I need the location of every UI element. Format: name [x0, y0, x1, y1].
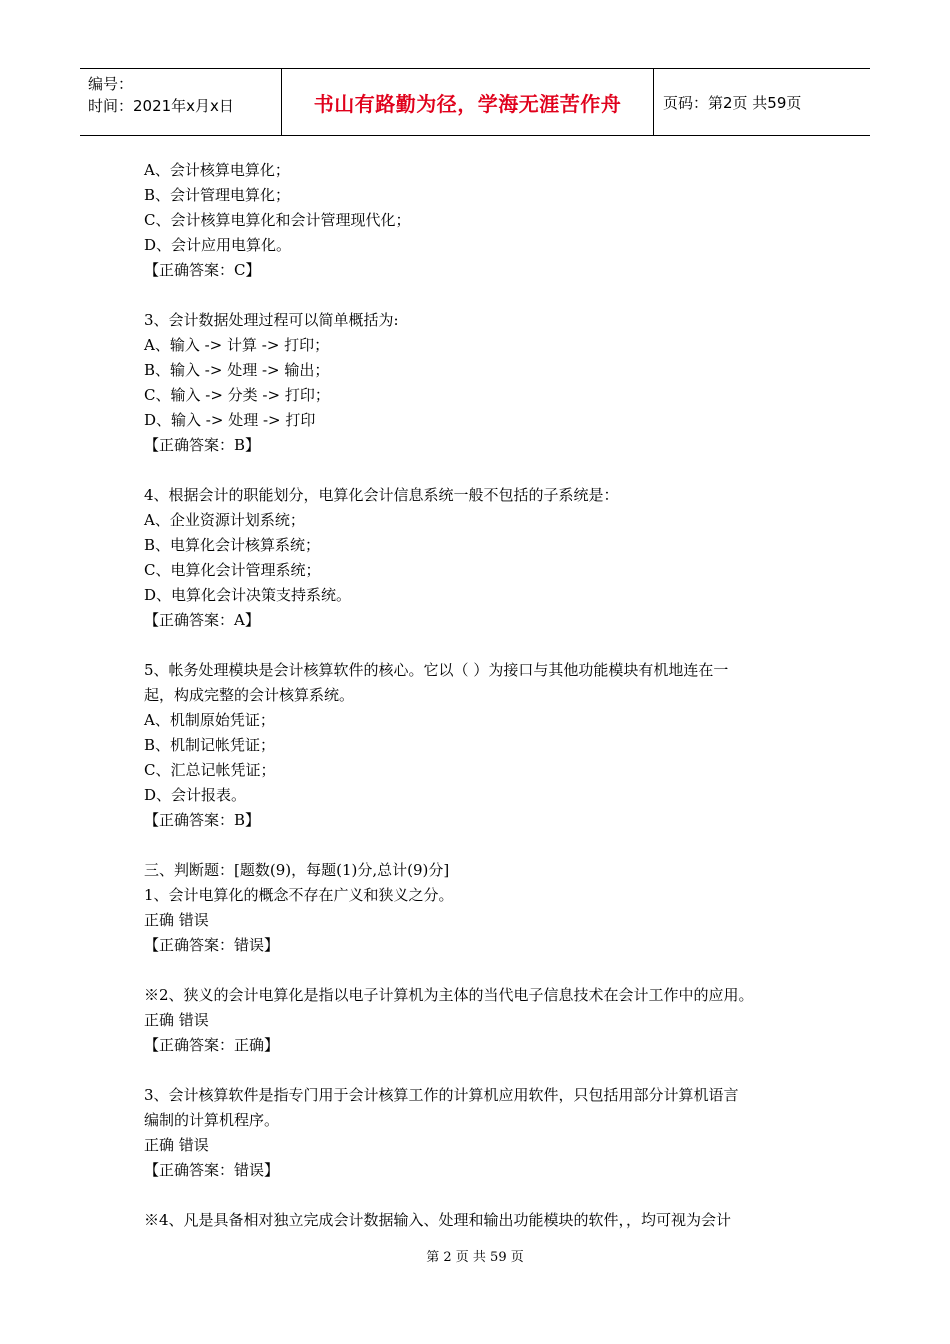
text-line: C、电算化会计管理系统；: [144, 561, 321, 579]
header-motto: 书山有路勤为径，学海无涯苦作舟: [313, 91, 622, 116]
text-line: 1、会计电算化的概念不存在广义和狭义之分。: [144, 886, 454, 904]
blank-line: [144, 1058, 814, 1083]
text-line: D、电算化会计决策支持系统。: [144, 586, 352, 604]
text-line: ※4、凡是具备相对独立完成会计数据输入、处理和输出功能模块的软件，，均可视为会计: [144, 1211, 732, 1229]
text-line: 3、会计核算软件是指专门用于会计核算工作的计算机应用软件，只包括用部分计算机语言: [144, 1086, 739, 1104]
text-line: D、会计报表。: [144, 786, 247, 804]
text-line: C、汇总记帐凭证；: [144, 761, 276, 779]
text-line: 【正确答案：B】: [144, 436, 261, 454]
header-page-info: 页码：第2页 共59页: [663, 93, 802, 112]
header-info-cell: [80, 69, 282, 135]
text-line: 【正确答案：C】: [144, 261, 261, 279]
header-time-label: 时间：2021年x月x日: [88, 97, 234, 115]
text-line: C、会计核算电算化和会计管理现代化；: [144, 211, 411, 229]
text-line: B、输入 -> 处理 -> 输出；: [144, 361, 330, 379]
page-header: [80, 68, 870, 136]
blank-line: [144, 633, 814, 658]
text-line: B、电算化会计核算系统；: [144, 536, 321, 554]
blank-line: [144, 458, 814, 483]
text-line: A、输入 -> 计算 -> 打印；: [144, 336, 330, 354]
blank-line: [144, 833, 814, 858]
text-line: A、企业资源计划系统；: [144, 511, 305, 529]
text-line: A、会计核算电算化；: [144, 161, 290, 179]
text-line: ※2、狭义的会计电算化是指以电子计算机为主体的当代电子信息技术在会计工作中的应用。: [144, 986, 754, 1004]
blank-line: [144, 1183, 814, 1208]
text-line: D、输入 -> 处理 -> 打印: [144, 411, 316, 429]
header-page-cell: [654, 69, 870, 135]
text-line: 【正确答案：正确】: [144, 1036, 280, 1054]
text-line: 【正确答案：B】: [144, 811, 261, 829]
document-body: [144, 158, 814, 1233]
text-line: D、会计应用电算化。: [144, 236, 292, 254]
page-footer: 第 2 页 共 59 页: [426, 1250, 524, 1265]
text-line: 【正确答案：错误】: [144, 936, 280, 954]
text-line: 三、判断题：[题数(9)，每题(1)分,总计(9)分]: [144, 861, 450, 879]
text-line: B、机制记帐凭证；: [144, 736, 276, 754]
text-line: 【正确答案：A】: [144, 611, 260, 629]
blank-line: [144, 958, 814, 983]
header-number-label: 编号：: [88, 75, 134, 93]
text-line: 正确 错误: [144, 1136, 209, 1154]
text-line: 3、会计数据处理过程可以简单概括为:: [144, 311, 399, 329]
blank-line: [144, 283, 814, 308]
text-line: 5、帐务处理模块是会计核算软件的核心。它以（ ）为接口与其他功能模块有机地连在一: [144, 661, 729, 679]
text-line: 起，构成完整的会计核算系统。: [144, 686, 355, 704]
text-line: A、机制原始凭证；: [144, 711, 275, 729]
text-line: 正确 错误: [144, 911, 209, 929]
text-line: 4、根据会计的职能划分，电算化会计信息系统一般不包括的子系统是：: [144, 486, 619, 504]
text-line: B、会计管理电算化；: [144, 186, 291, 204]
text-line: C、输入 -> 分类 -> 打印；: [144, 386, 330, 404]
header-motto-cell: [282, 69, 654, 135]
text-line: 正确 错误: [144, 1011, 209, 1029]
text-line: 编制的计算机程序。: [144, 1111, 280, 1129]
text-line: 【正确答案：错误】: [144, 1161, 280, 1179]
